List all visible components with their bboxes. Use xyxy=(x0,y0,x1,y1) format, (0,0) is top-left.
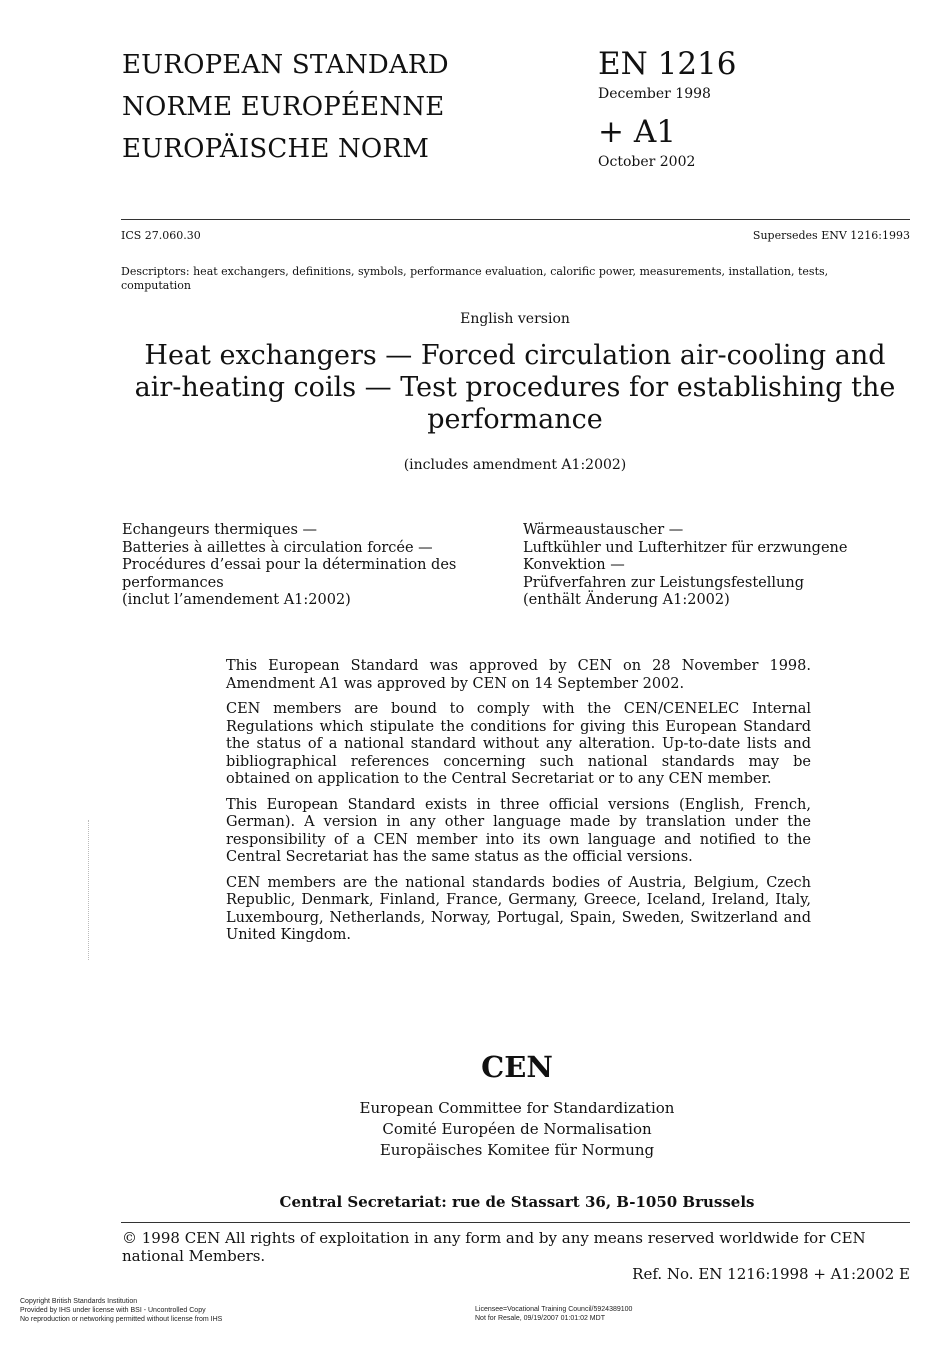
cen-committee-names xyxy=(0,1098,950,1161)
cen-name-fr: Comité Européen de Normalisation xyxy=(382,1120,652,1138)
margin-mark xyxy=(88,820,97,960)
license-line: Not for Resale, 09/19/2007 01:01:02 MDT xyxy=(475,1315,605,1322)
approval-text xyxy=(226,658,811,953)
cen-name-de: Europäisches Komitee für Normung xyxy=(379,1141,655,1159)
amendment-note: (includes amendment A1:2002) xyxy=(403,457,627,473)
body-paragraph: This European Standard was approved by CEN on 28 November 1998. Amendment A1 was approved by CEN on 14 September 2002. xyxy=(226,658,811,692)
language-version: English version xyxy=(460,311,570,327)
license-line: Provided by IHS under license with BSI - Uncontrolled Copy xyxy=(20,1307,206,1314)
copyright-notice: © 1998 CEN All rights of exploitation in any form and by any means reserved worldwide for CEN national Members. xyxy=(122,1229,866,1265)
body-paragraph: This European Standard exists in three official versions (English, French, German). A version in any other language made by translation under the responsibility of a CEN member into its own language and notified to the Central Secretariat has the same status as the official versions. xyxy=(226,796,811,865)
standard-name-en: EUROPEAN STANDARD xyxy=(122,50,449,80)
title-line: air-heating coils — Test procedures for establishing the xyxy=(134,372,896,403)
french-title xyxy=(122,522,472,610)
french-title-line: (inclut l’amendement A1:2002) xyxy=(122,592,351,608)
standard-date: December 1998 xyxy=(598,86,711,102)
ics-code: ICS 27.060.30 xyxy=(121,229,201,242)
german-title-line: Wärmeaustauscher — xyxy=(523,522,684,538)
german-title-line: (enthält Änderung A1:2002) xyxy=(523,592,730,608)
cen-logo: CEN xyxy=(481,1050,553,1084)
standard-name-de: EUROPÄISCHE NORM xyxy=(122,134,430,164)
french-title-line: Batteries à aillettes à circulation forcée — xyxy=(122,539,433,556)
cen-name-en: European Committee for Standardization xyxy=(359,1099,675,1117)
standard-number: EN 1216 xyxy=(598,46,737,82)
german-title-line: Prüfverfahren zur Leistungsfestellung xyxy=(523,574,804,591)
body-paragraph: CEN members are the national standards bodies of Austria, Belgium, Czech Republic, Denmark, Finland, France, Germany, Greece, Iceland, Ireland, Italy, Luxembourg, Netherlands, Norway, Portugal, Spain, Sweden, Switzerland and United Kingdom. xyxy=(226,874,811,943)
french-title-line: performances xyxy=(122,574,224,591)
document-title xyxy=(120,340,910,436)
title-line: Heat exchangers — Forced circulation air-cooling and xyxy=(144,340,886,371)
standard-names xyxy=(122,44,449,170)
license-notice-right xyxy=(475,1305,632,1323)
title-line: performance xyxy=(427,404,603,435)
amendment-date: October 2002 xyxy=(598,154,696,170)
standard-name-fr: NORME EUROPÉENNE xyxy=(122,92,445,122)
german-title-line: Luftkühler und Lufterhitzer für erzwungene xyxy=(523,539,848,556)
supersedes-note: Supersedes ENV 1216:1993 xyxy=(752,229,910,242)
amendment-number: + A1 xyxy=(598,114,676,150)
license-notice-left xyxy=(20,1297,222,1324)
footer-divider xyxy=(121,1222,910,1223)
french-title-line: Procédures d’essai pour la détermination des xyxy=(122,557,457,573)
license-line: Licensee=Vocational Training Council/5924389100 xyxy=(475,1306,633,1313)
header-divider xyxy=(121,219,910,220)
french-title-line: Echangeurs thermiques — xyxy=(122,522,318,538)
central-secretariat: Central Secretariat: rue de Stassart 36, B-1050 Brussels xyxy=(279,1193,755,1211)
german-title-line: Konvektion — xyxy=(523,557,625,573)
body-paragraph: CEN members are bound to comply with the CEN/CENELEC Internal Regulations which stipulate the conditions for giving this European Standard the status of a national standard without any alteration. Up-to-date lists and bibliographical references concerning such national standards may be obtained on application to the Central Secretariat or to any CEN member. xyxy=(226,701,811,787)
descriptors: Descriptors: heat exchangers, definitions, symbols, performance evaluation, calorific power, measurements, installation, tests, computation xyxy=(121,265,829,292)
german-title xyxy=(523,522,883,610)
license-line: Copyright British Standards Institution xyxy=(20,1298,138,1305)
license-line: No reproduction or networking permitted without license from IHS xyxy=(20,1316,223,1323)
reference-number: Ref. No. EN 1216:1998 + A1:2002 E xyxy=(632,1265,910,1283)
